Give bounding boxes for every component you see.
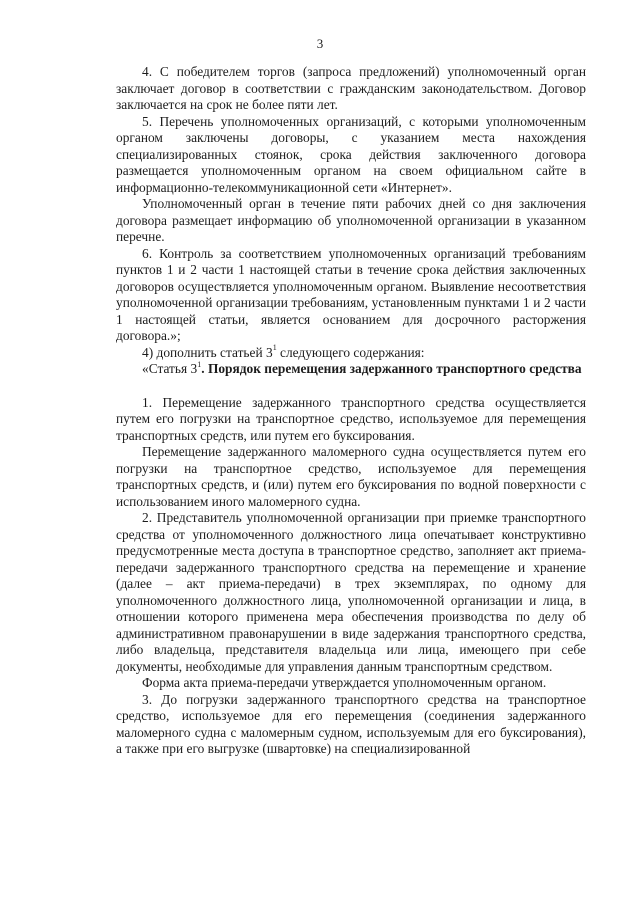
article-heading-dot: . bbox=[201, 361, 208, 376]
paragraph-authorized-body: Уполномоченный орган в течение пяти рабочих дней со дня заключения договора размещает информацию об уполномоченной организации в указанном перечне. bbox=[116, 196, 586, 244]
paragraph-small-vessel: Перемещение задержанного маломерного судна осуществляется путем его погрузки на транспортное средство, используемое для перемещения транспортных средств, и (или) путем его буксирования по водной поверхности с использованием иного маломерного судна. bbox=[116, 444, 586, 509]
amendment-text-end: следующего содержания: bbox=[276, 344, 425, 360]
paragraph-item-5: 5. Перечень уполномоченных организаций, с которыми уполномоченным органом заключены договоры, с указанием места нахождения специализированных стоянок, срока действия заключенного договора размещается уполномоченным органом на своем официальном сайте в информационно-телекоммуникационной сети «Интернет». bbox=[116, 113, 586, 195]
paragraph-amendment-4 bbox=[116, 345, 586, 362]
paragraph-item-4: 4. С победителем торгов (запроса предложений) уполномоченный орган заключает договор в соответствии с гражданским законодательством. Договор заключается на срок не более пяти лет. bbox=[116, 64, 586, 112]
amendment-superscript: 1 bbox=[272, 343, 277, 353]
document-body bbox=[116, 64, 586, 758]
paragraph-article-3: 3. До погрузки задержанного транспортного средства на транспортное средство, используемое для его перемещения (соединения задержанного маломерного судна с маломерным судном, используемым для его буксирования), а также при его выгрузке (швартовке) на специализированной bbox=[116, 691, 586, 756]
article-heading bbox=[116, 361, 586, 378]
paragraph-article-1: 1. Перемещение задержанного транспортного средства осуществляется путем его погрузки на транспортное средство, используемое для перемещения транспортных средств, или путем его буксирования. bbox=[116, 394, 586, 443]
article-heading-superscript: 1 bbox=[197, 359, 202, 369]
page-number: 3 bbox=[316, 36, 324, 51]
article-heading-prefix: «Статья 3 bbox=[142, 361, 198, 376]
paragraph-act-form: Форма акта приема-передачи утверждается уполномоченным органом. bbox=[142, 675, 547, 690]
amendment-text-start: 4) дополнить статьей 3 bbox=[142, 344, 273, 360]
article-heading-title: Порядок перемещения задержанного транспортного средства bbox=[207, 361, 582, 376]
paragraph-item-6: 6. Контроль за соответствием уполномоченных организаций требованиям пунктов 1 и 2 части 1 настоящей статьи в течение срока действия заключенных договоров осуществляется уполномоченным органом. Выявление несоответствия уполномоченной организации требованиям, установленным пунктами 1 и 2 части 1 настоящей статьи, является основанием для досрочного расторжения договора.»; bbox=[116, 245, 586, 343]
spacer bbox=[116, 378, 586, 395]
paragraph-article-2: 2. Представитель уполномоченной организации при приемке транспортного средства от уполномоченного должностного лица опечатывает конструктивно предусмотренные места доступа в транспортное средство, заполняет акт приема-передачи задержанного транспортного средства на перемещение и хранение (далее – акт приема-передачи) в трех экземплярах, по одному для уполномоченного должностного лица, уполномоченной организации и лица, в отношении которого применена мера обеспечения производства по делу об административном правонарушении в виде задержания транспортного средства, либо владельца, представителя владельца или лица, имеющего при себе документы, необходимые для управления данным транспортным средством. bbox=[116, 510, 586, 674]
